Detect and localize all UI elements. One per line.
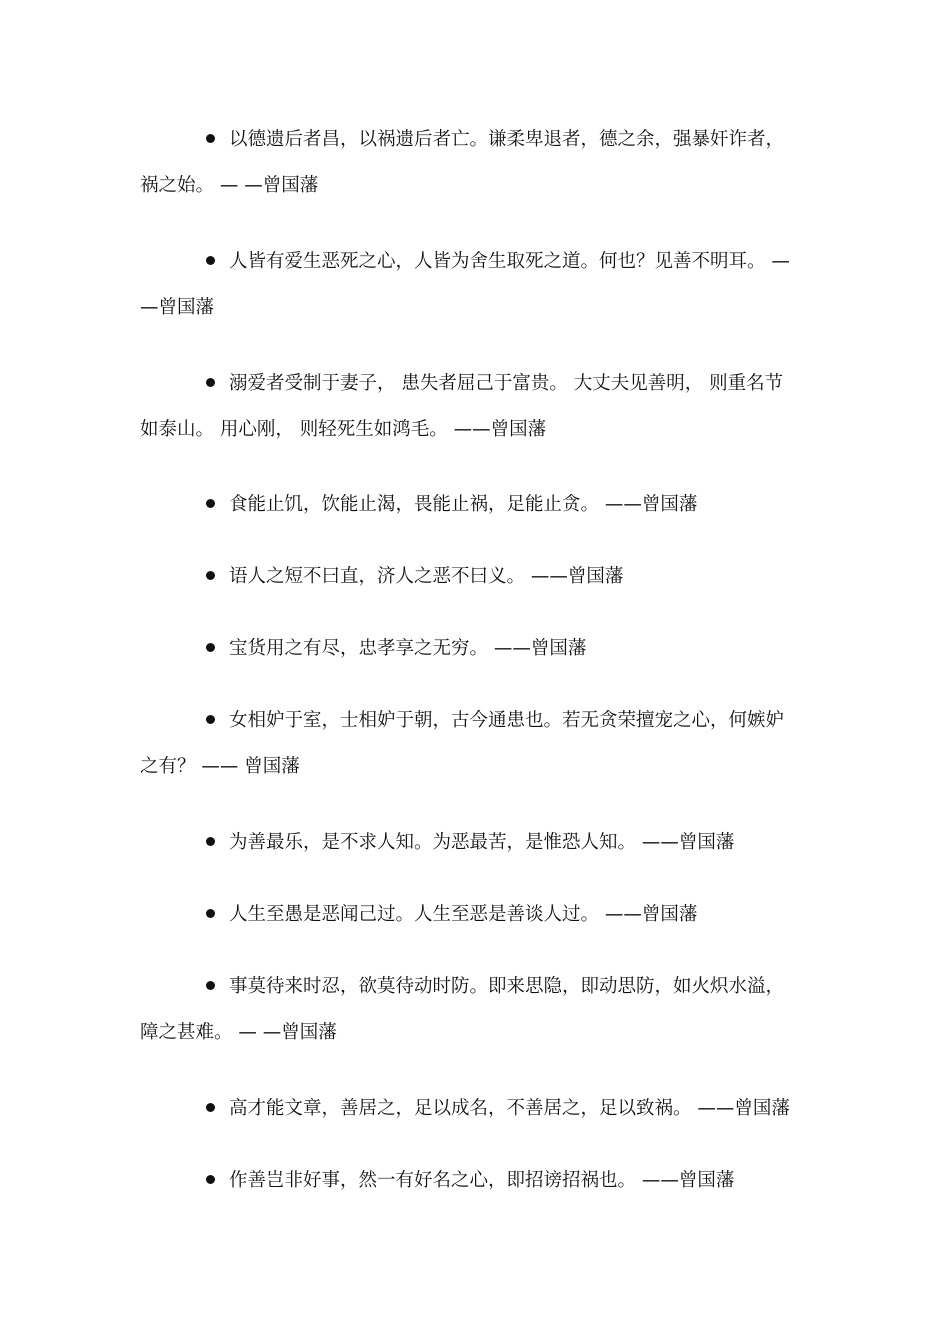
quote-line: 语人之短不曰直，济人之恶不曰义。 ——曾国藩 <box>229 566 624 587</box>
quote-item <box>140 117 812 209</box>
bullet-icon <box>206 256 215 265</box>
quote-item <box>140 1086 812 1132</box>
bullet-icon <box>206 134 215 143</box>
quote-line: 高才能文章，善居之，足以成名，不善居之，足以致祸。 ——曾国藩 <box>229 1098 790 1119</box>
bullet-icon <box>206 499 215 508</box>
bullet-icon <box>206 1175 215 1184</box>
bullet-icon <box>206 715 215 724</box>
quote-item <box>140 239 812 331</box>
bullet-icon <box>206 571 215 580</box>
bullet-icon <box>206 837 215 846</box>
quote-line: 人皆有爱生恶死之心，人皆为舍生取死之道。何也？见善不明耳。 — <box>229 251 790 272</box>
quote-line: 溺爱者受制于妻子， 患失者屈己于富贵。 大丈夫见善明， 则重名节 <box>229 373 784 394</box>
quote-line: 为善最乐，是不求人知。为恶最苦，是惟恐人知。 ——曾国藩 <box>229 832 735 853</box>
quote-item <box>140 1158 812 1204</box>
quote-line: 作善岂非好事，然一有好名之心，即招谤招祸也。 ——曾国藩 <box>229 1170 735 1191</box>
quote-item <box>140 626 812 672</box>
quote-line: 宝货用之有尽，忠孝享之无穷。 ——曾国藩 <box>229 638 587 659</box>
bullet-icon <box>206 643 215 652</box>
quote-item <box>140 361 812 453</box>
bullet-icon <box>206 1103 215 1112</box>
quote-line: 事莫待来时忍，欲莫待动时防。即来思隐，即动思防，如火炽水溢， <box>229 976 785 997</box>
quote-item <box>140 892 812 938</box>
quote-line: 之有？ —— 曾国藩 <box>140 756 300 777</box>
bullet-icon <box>206 909 215 918</box>
quote-item <box>140 820 812 866</box>
quote-line: 障之甚难。 — —曾国藩 <box>140 1022 337 1043</box>
quote-item <box>140 964 812 1056</box>
quote-line: 以德遗后者昌，以祸遗后者亡。谦柔卑退者，德之余，强暴奸诈者， <box>229 129 785 150</box>
quote-item <box>140 482 812 528</box>
quote-line: 女相妒于室，士相妒于朝，古今通患也。若无贪荣擅宠之心，何嫉妒 <box>229 710 785 731</box>
quote-item <box>140 698 812 790</box>
quote-line: 人生至愚是恶闻己过。人生至恶是善谈人过。 ——曾国藩 <box>229 904 698 925</box>
quote-line: 祸之始。 — —曾国藩 <box>140 175 319 196</box>
quote-item <box>140 554 812 600</box>
quote-line: 食能止饥，饮能止渴，畏能止祸，足能止贪。 ——曾国藩 <box>229 494 698 515</box>
quote-line: 如泰山。 用心刚， 则轻死生如鸿毛。 ——曾国藩 <box>140 419 547 440</box>
bullet-icon <box>206 981 215 990</box>
quote-line: —曾国藩 <box>140 297 215 318</box>
bullet-icon <box>206 378 215 387</box>
